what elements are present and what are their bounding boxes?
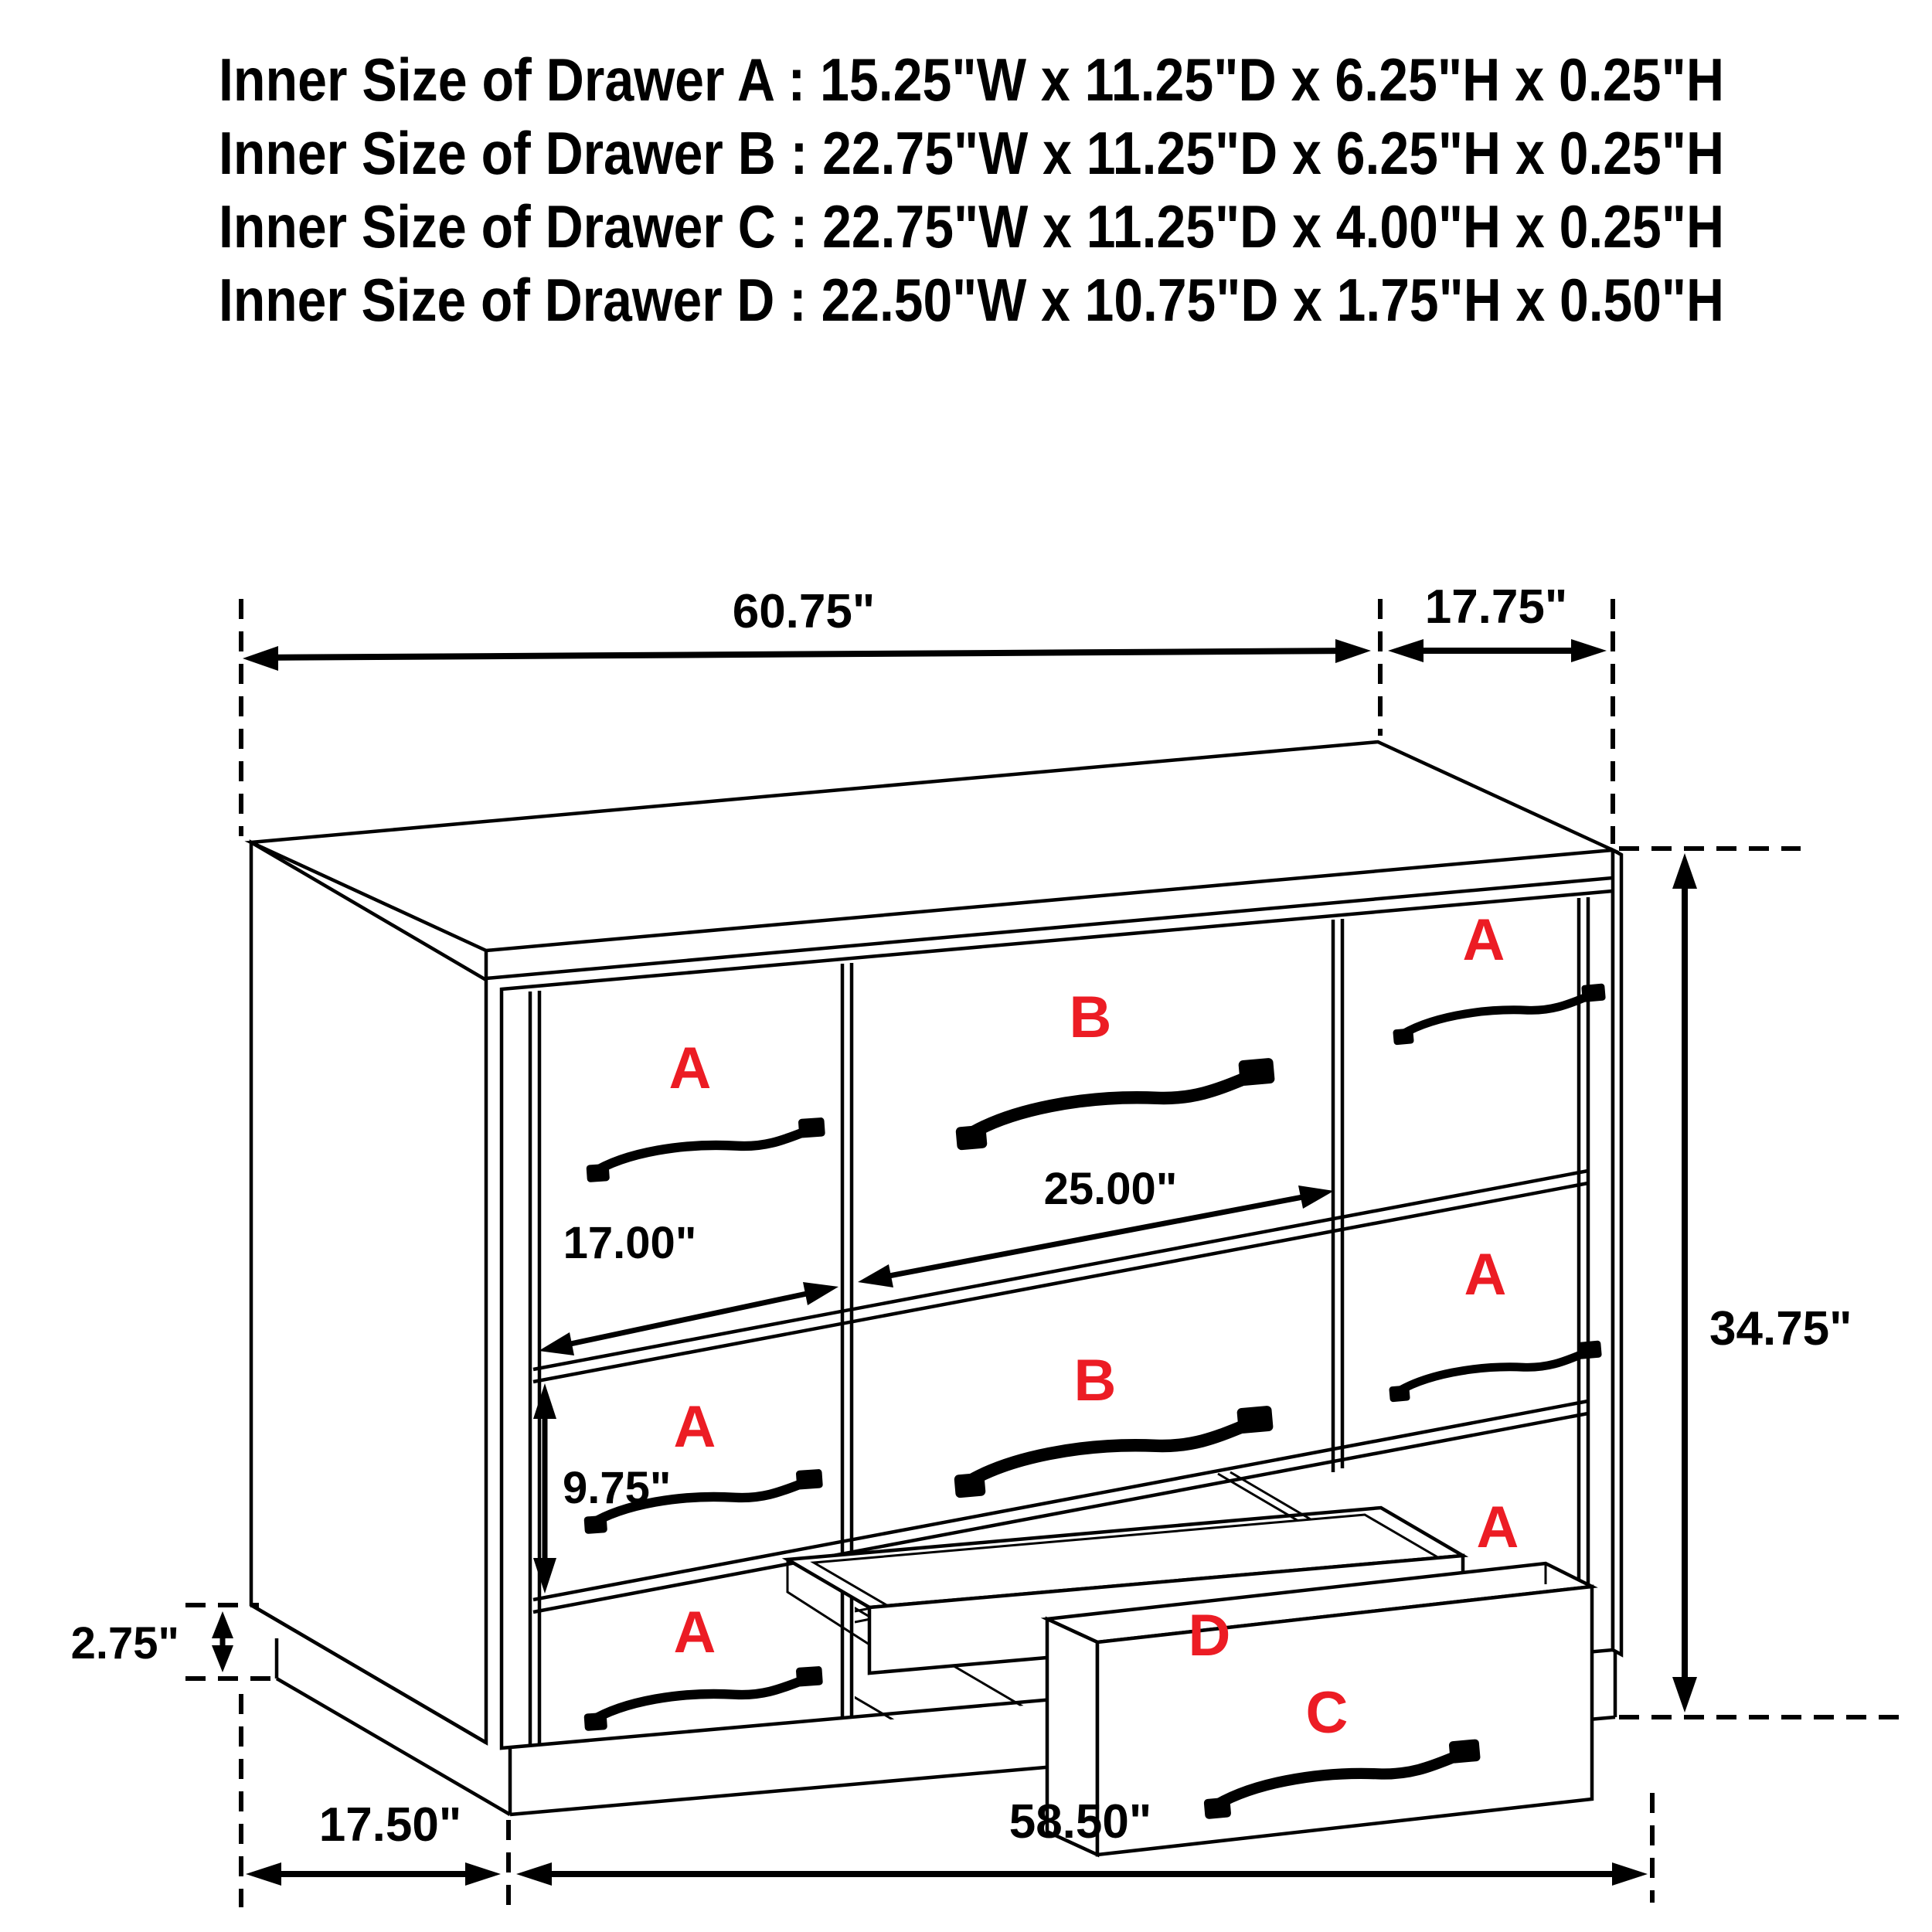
dim-top-width-label: 60.75" xyxy=(732,585,876,638)
dim-bottom-depth-label: 17.50" xyxy=(318,1798,462,1852)
header-line-drawer-a: Inner Size of Drawer A : 15.25"W x 11.25"D x 6.25"H x 0.25"H xyxy=(219,46,1724,114)
label-drawer-a-left-bottom: A xyxy=(673,1600,716,1665)
label-drawer-a-right-top: A xyxy=(1462,907,1505,973)
cabinet-left-side-panel xyxy=(251,842,486,1743)
dim-top-width xyxy=(243,585,1371,671)
dim-base-height-label: 2.75" xyxy=(70,1618,179,1668)
cabinet-right-edge xyxy=(1613,850,1621,1655)
label-drawer-a-left-top: A xyxy=(668,1036,712,1101)
dim-overall-height xyxy=(1672,853,1852,1713)
header-line-drawer-d: Inner Size of Drawer D : 22.50"W x 10.75"D x 1.75"H x 0.50"H xyxy=(219,266,1724,334)
label-drawer-a-right-bottom: A xyxy=(1476,1495,1519,1560)
dim-drawer-b-width-label: 25.00" xyxy=(1043,1164,1178,1214)
dim-overall-height-label: 34.75" xyxy=(1709,1302,1852,1355)
label-drawer-a-right-middle: A xyxy=(1464,1242,1507,1308)
label-drawer-a-left-middle: A xyxy=(673,1394,716,1460)
dim-top-depth-label: 17.75" xyxy=(1424,580,1568,634)
header-line-drawer-c: Inner Size of Drawer C : 22.75"W x 11.25"D x 4.00"H x 0.25"H xyxy=(219,192,1724,260)
dim-drawer-a-width-label: 17.00" xyxy=(563,1218,697,1268)
dim-bottom-width-label: 58.50" xyxy=(1009,1795,1152,1849)
label-drawer-b-middle: B xyxy=(1073,1348,1117,1413)
label-drawer-d: D xyxy=(1188,1603,1231,1668)
dim-bottom-depth xyxy=(246,1798,501,1886)
dim-drawer-a-height-label: 9.75" xyxy=(563,1463,672,1513)
header-line-drawer-b: Inner Size of Drawer B : 22.75"W x 11.25"D x 6.25"H x 0.25"H xyxy=(219,119,1724,187)
label-drawer-b-top: B xyxy=(1069,985,1112,1050)
header-block xyxy=(219,46,1724,334)
dim-base-height xyxy=(71,1611,233,1672)
label-drawer-c: C xyxy=(1305,1680,1349,1746)
dresser-drawing xyxy=(251,742,1621,1855)
dim-top-depth xyxy=(1388,580,1607,662)
